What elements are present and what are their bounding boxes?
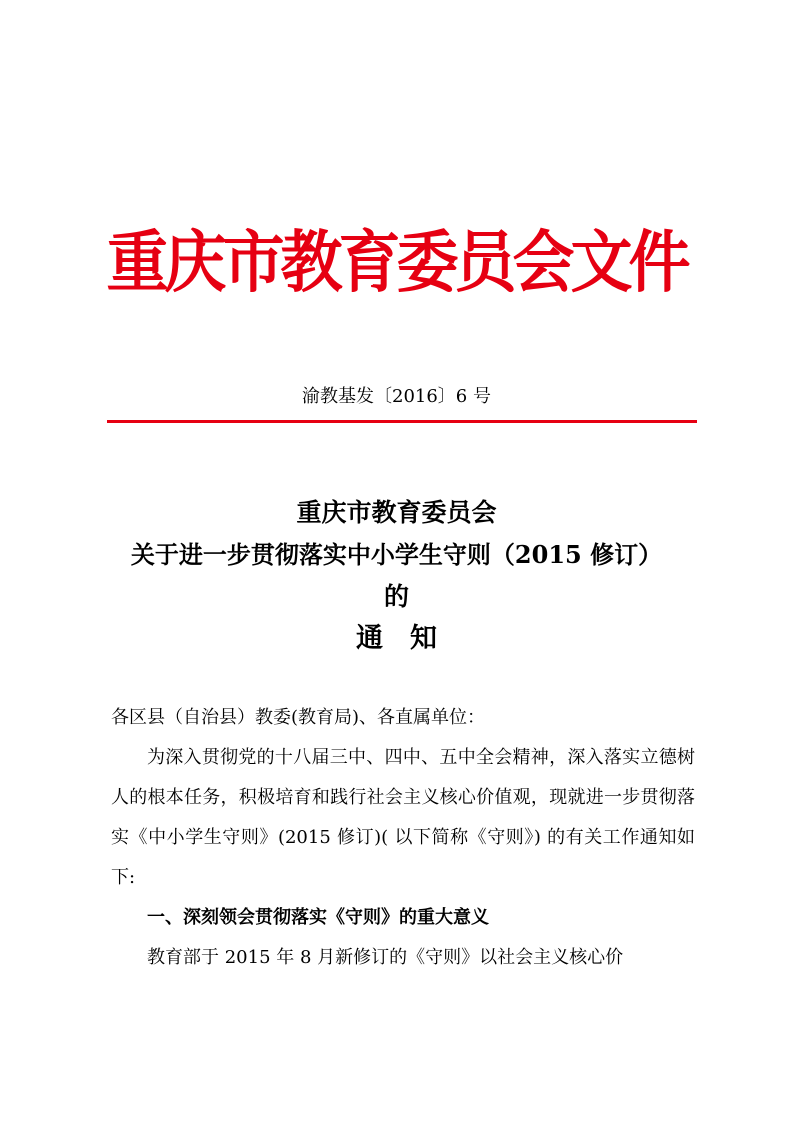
section-heading-1: 一、深刻领会贯彻落实《守则》的重大意义 xyxy=(147,907,489,928)
red-divider-line xyxy=(107,420,697,423)
title-line-4: 通 知 xyxy=(356,623,437,654)
salutation: 各区县（自治县）教委(教育局)、各直属单位： xyxy=(111,707,486,728)
notice-title xyxy=(0,492,793,660)
agency-header-title: 重庆市教育委员会文件 xyxy=(106,223,687,302)
paragraph-intro: 为深入贯彻党的十八届三中、四中、五中全会精神，深入落实立德树人的根本任务，积极培育和践行社会主义核心价值观，现就进一步贯彻落实《中小学生守则》(2015 修订)( 以下简称《守则》) 的有关工作通知如下: xyxy=(111,747,695,888)
title-line-3: 的 xyxy=(383,582,409,611)
notice-body xyxy=(111,698,695,978)
title-line-2: 关于进一步贯彻落实中小学生守则（2015 修订） xyxy=(130,540,663,569)
paragraph-section-1: 教育部于 2015 年 8 月新修订的《守则》以社会主义核心价 xyxy=(147,947,624,968)
title-line-1: 重庆市教育委员会 xyxy=(296,498,497,527)
document-number: 渝教基发〔2016〕6 号 xyxy=(302,386,491,407)
